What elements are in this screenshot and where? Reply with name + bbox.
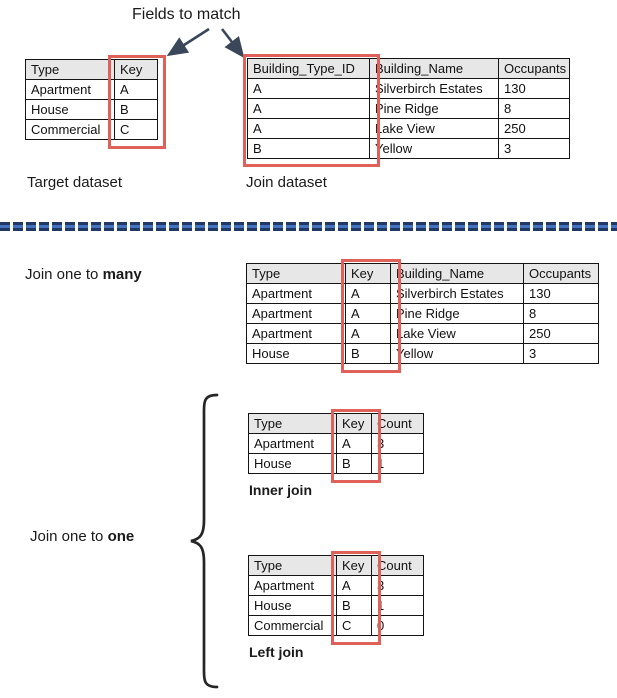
table-cell: Occupants — [524, 264, 599, 284]
table-row — [249, 434, 424, 454]
table-cell: 3 — [499, 139, 570, 159]
table-cell: Silverbirch Estates — [391, 284, 524, 304]
table-cell: Building_Name — [370, 59, 499, 79]
table-cell: 130 — [524, 284, 599, 304]
table-cell: House — [249, 454, 337, 474]
join-dataset-label: Join dataset — [246, 174, 327, 191]
target-dataset-table — [25, 59, 158, 140]
table-row — [247, 324, 599, 344]
table-row — [248, 139, 570, 159]
table-header-row — [26, 60, 158, 80]
table-row — [248, 99, 570, 119]
table-row — [248, 119, 570, 139]
table-header-row — [249, 556, 424, 576]
left-join-label: Left join — [249, 644, 304, 660]
table-cell: Occupants — [499, 59, 570, 79]
table-cell: 3 — [372, 576, 424, 596]
table-cell: B — [248, 139, 370, 159]
table-cell: Apartment — [249, 434, 337, 454]
table-cell: A — [115, 80, 158, 100]
table-cell: 0 — [372, 616, 424, 636]
table-cell: Building_Name — [391, 264, 524, 284]
table-cell: B — [346, 344, 391, 364]
table-cell: A — [248, 79, 370, 99]
table-cell: A — [248, 119, 370, 139]
table-cell: Type — [26, 60, 115, 80]
fields-to-match-arrows — [140, 26, 260, 62]
join-one-to-one-prefix: Join one to — [30, 528, 108, 545]
table-row — [249, 616, 424, 636]
table-cell: Type — [249, 414, 337, 434]
table-cell: A — [337, 576, 372, 596]
table-cell: Key — [346, 264, 391, 284]
table-cell: Commercial — [249, 616, 337, 636]
left-join-table — [248, 555, 424, 636]
table-cell: B — [337, 454, 372, 474]
table-cell: 250 — [524, 324, 599, 344]
join-one-to-many-bold: many — [102, 266, 142, 283]
join-one-to-one-label — [30, 528, 134, 545]
table-cell: A — [337, 434, 372, 454]
target-dataset-label: Target dataset — [27, 174, 123, 191]
join-one-to-many-label — [25, 266, 142, 283]
one-to-many-result-table — [246, 263, 599, 364]
table-cell: Pine Ridge — [391, 304, 524, 324]
table-header-row — [247, 264, 599, 284]
table-cell: Key — [337, 414, 372, 434]
table-cell: Yellow — [370, 139, 499, 159]
table-cell: B — [115, 100, 158, 120]
table-cell: 130 — [499, 79, 570, 99]
table-row — [248, 79, 570, 99]
table-cell: Type — [249, 556, 337, 576]
table-cell: Yellow — [391, 344, 524, 364]
table-cell: Count — [372, 414, 424, 434]
table-cell: A — [346, 284, 391, 304]
table-row — [247, 304, 599, 324]
join-one-to-many-prefix: Join one to — [25, 266, 103, 283]
table-cell: Silverbirch Estates — [370, 79, 499, 99]
table-cell: 3 — [372, 434, 424, 454]
table-row — [247, 284, 599, 304]
table-row — [26, 100, 158, 120]
inner-join-label: Inner join — [249, 482, 312, 498]
table-cell: A — [346, 304, 391, 324]
table-row — [249, 576, 424, 596]
table-cell: Commercial — [26, 120, 115, 140]
table-cell: House — [249, 596, 337, 616]
table-cell: Building_Type_ID — [248, 59, 370, 79]
table-cell: Pine Ridge — [370, 99, 499, 119]
table-header-row — [249, 414, 424, 434]
table-row — [26, 120, 158, 140]
table-cell: Type — [247, 264, 346, 284]
table-cell: B — [337, 596, 372, 616]
table-cell: A — [248, 99, 370, 119]
section-divider — [0, 222, 617, 231]
table-cell: Apartment — [26, 80, 115, 100]
table-cell: Apartment — [247, 324, 346, 344]
table-cell: House — [247, 344, 346, 364]
table-header-row — [248, 59, 570, 79]
table-cell: 250 — [499, 119, 570, 139]
table-row — [26, 80, 158, 100]
table-cell: Apartment — [247, 304, 346, 324]
table-cell: 3 — [524, 344, 599, 364]
arrow-right-icon — [222, 29, 242, 55]
table-cell: 8 — [524, 304, 599, 324]
join-one-to-one-bold: one — [107, 528, 135, 545]
table-cell: Lake View — [370, 119, 499, 139]
table-row — [247, 344, 599, 364]
join-dataset-table — [247, 58, 570, 159]
table-cell: C — [115, 120, 158, 140]
table-cell: 1 — [372, 596, 424, 616]
table-cell: Key — [115, 60, 158, 80]
inner-join-table — [248, 413, 424, 474]
table-cell: Key — [337, 556, 372, 576]
table-cell: Lake View — [391, 324, 524, 344]
table-row — [249, 596, 424, 616]
table-cell: Apartment — [249, 576, 337, 596]
arrow-left-icon — [170, 29, 209, 54]
curly-brace-icon — [186, 392, 220, 690]
table-cell: 8 — [499, 99, 570, 119]
table-cell: 1 — [372, 454, 424, 474]
table-cell: A — [346, 324, 391, 344]
table-cell: C — [337, 616, 372, 636]
table-cell: Apartment — [247, 284, 346, 304]
fields-to-match-label: Fields to match — [132, 6, 241, 23]
table-row — [249, 454, 424, 474]
table-cell: House — [26, 100, 115, 120]
table-cell: Count — [372, 556, 424, 576]
